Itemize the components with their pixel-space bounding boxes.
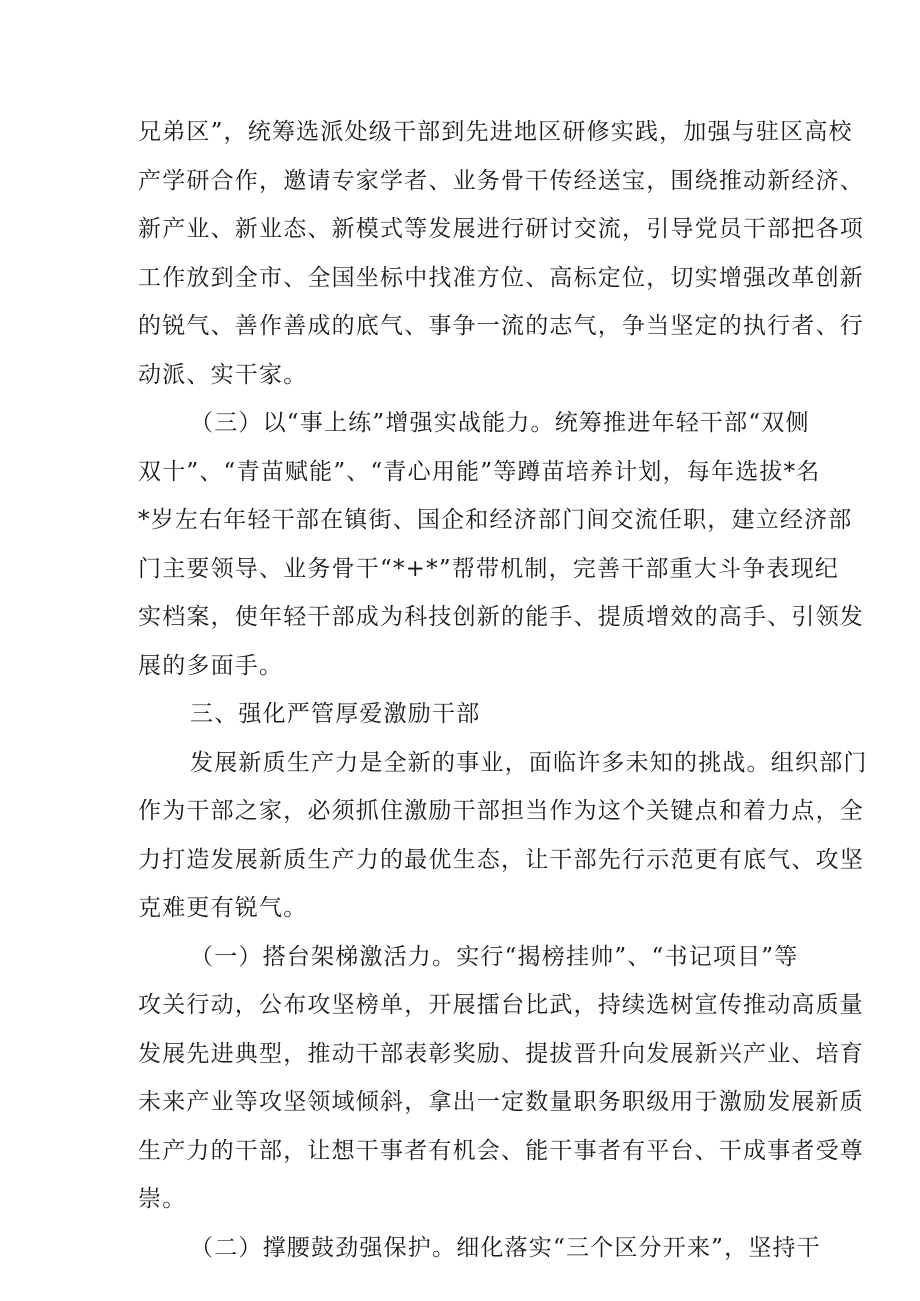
- text-line: 双十”、“青苗赋能”、“青心用能”等蹲苗培养计划，每年选拔*名: [138, 458, 821, 485]
- heading-line: 三、强化严管厚爱激励干部: [190, 701, 481, 727]
- text-line: 未来产业等攻坚领域倾斜，拿出一定数量职务职级用于激励发展新质: [138, 1089, 864, 1115]
- text-line: 动派、实干家。: [138, 361, 308, 388]
- text-line: 力打造发展新质生产力的最优生态，让干部先行示范更有底气、攻坚: [138, 846, 864, 873]
- text-line: 的锐气、善作善成的底气、事争一流的志气，争当坚定的执行者、行: [138, 313, 864, 339]
- text-line: 生产力的干部，让想干事者有机会、能干事者有平台、干成事者受尊: [138, 1137, 864, 1164]
- text-line: 兄弟区”，统筹选派处级干部到先进地区研修实践，加强与驻区高校: [138, 119, 853, 145]
- paragraph-5: [138, 933, 864, 1224]
- text-line: （二）撑腰鼓劲强保护。细化落实“三个区分开来”，坚持干: [190, 1234, 821, 1261]
- text-line: 门主要领导、业务骨干“*+*”帮带机制，完善干部重大斗争表现纪: [138, 555, 839, 582]
- text-line: 新产业、新业态、新模式等发展进行研讨交流，引导党员干部把各项: [138, 216, 864, 242]
- text-line: 展的多面手。: [138, 652, 284, 679]
- section-heading: [138, 690, 786, 739]
- document-body: [138, 108, 868, 1272]
- text-line: 攻关行动，公布攻坚榜单，开展擂台比武，持续选树宣传推动高质量: [138, 992, 864, 1018]
- text-line: 作为干部之家，必须抓住激励干部担当作为这个关键点和着力点，全: [138, 798, 864, 824]
- text-line: 工作放到全市、全国坐标中找准方位、高标定位，切实增强改革创新: [138, 264, 864, 291]
- text-line: 实档案，使年轻干部成为科技创新的能手、提质增效的高手、引领发: [138, 604, 864, 630]
- text-line: 产学研合作，邀请专家学者、业务骨干传经送宝，围绕推动新经济、: [138, 167, 864, 194]
- text-line: （一）搭台架梯激活力。实行“揭榜挂帅”、“书记项目”等: [190, 943, 799, 970]
- text-line: 崇。: [138, 1186, 187, 1212]
- text-line: （三）以“事上练”增强实战能力。统筹推进年轻干部“双侧: [190, 410, 810, 436]
- paragraph-4: [138, 739, 868, 933]
- text-line: *岁左右年轻干部在镇街、国企和经济部门间交流任职，建立经济部: [138, 507, 853, 533]
- text-line: 发展先进典型，推动干部表彰奖励、提拔晋升向发展新兴产业、培育: [138, 1040, 864, 1067]
- paragraph-6: [138, 1224, 821, 1273]
- text-line: 克难更有锐气。: [138, 895, 308, 921]
- paragraph-1: [138, 108, 864, 399]
- paragraph-2: [138, 399, 864, 690]
- text-line: 发展新质生产力是全新的事业，面临许多未知的挑战。组织部门: [190, 749, 868, 776]
